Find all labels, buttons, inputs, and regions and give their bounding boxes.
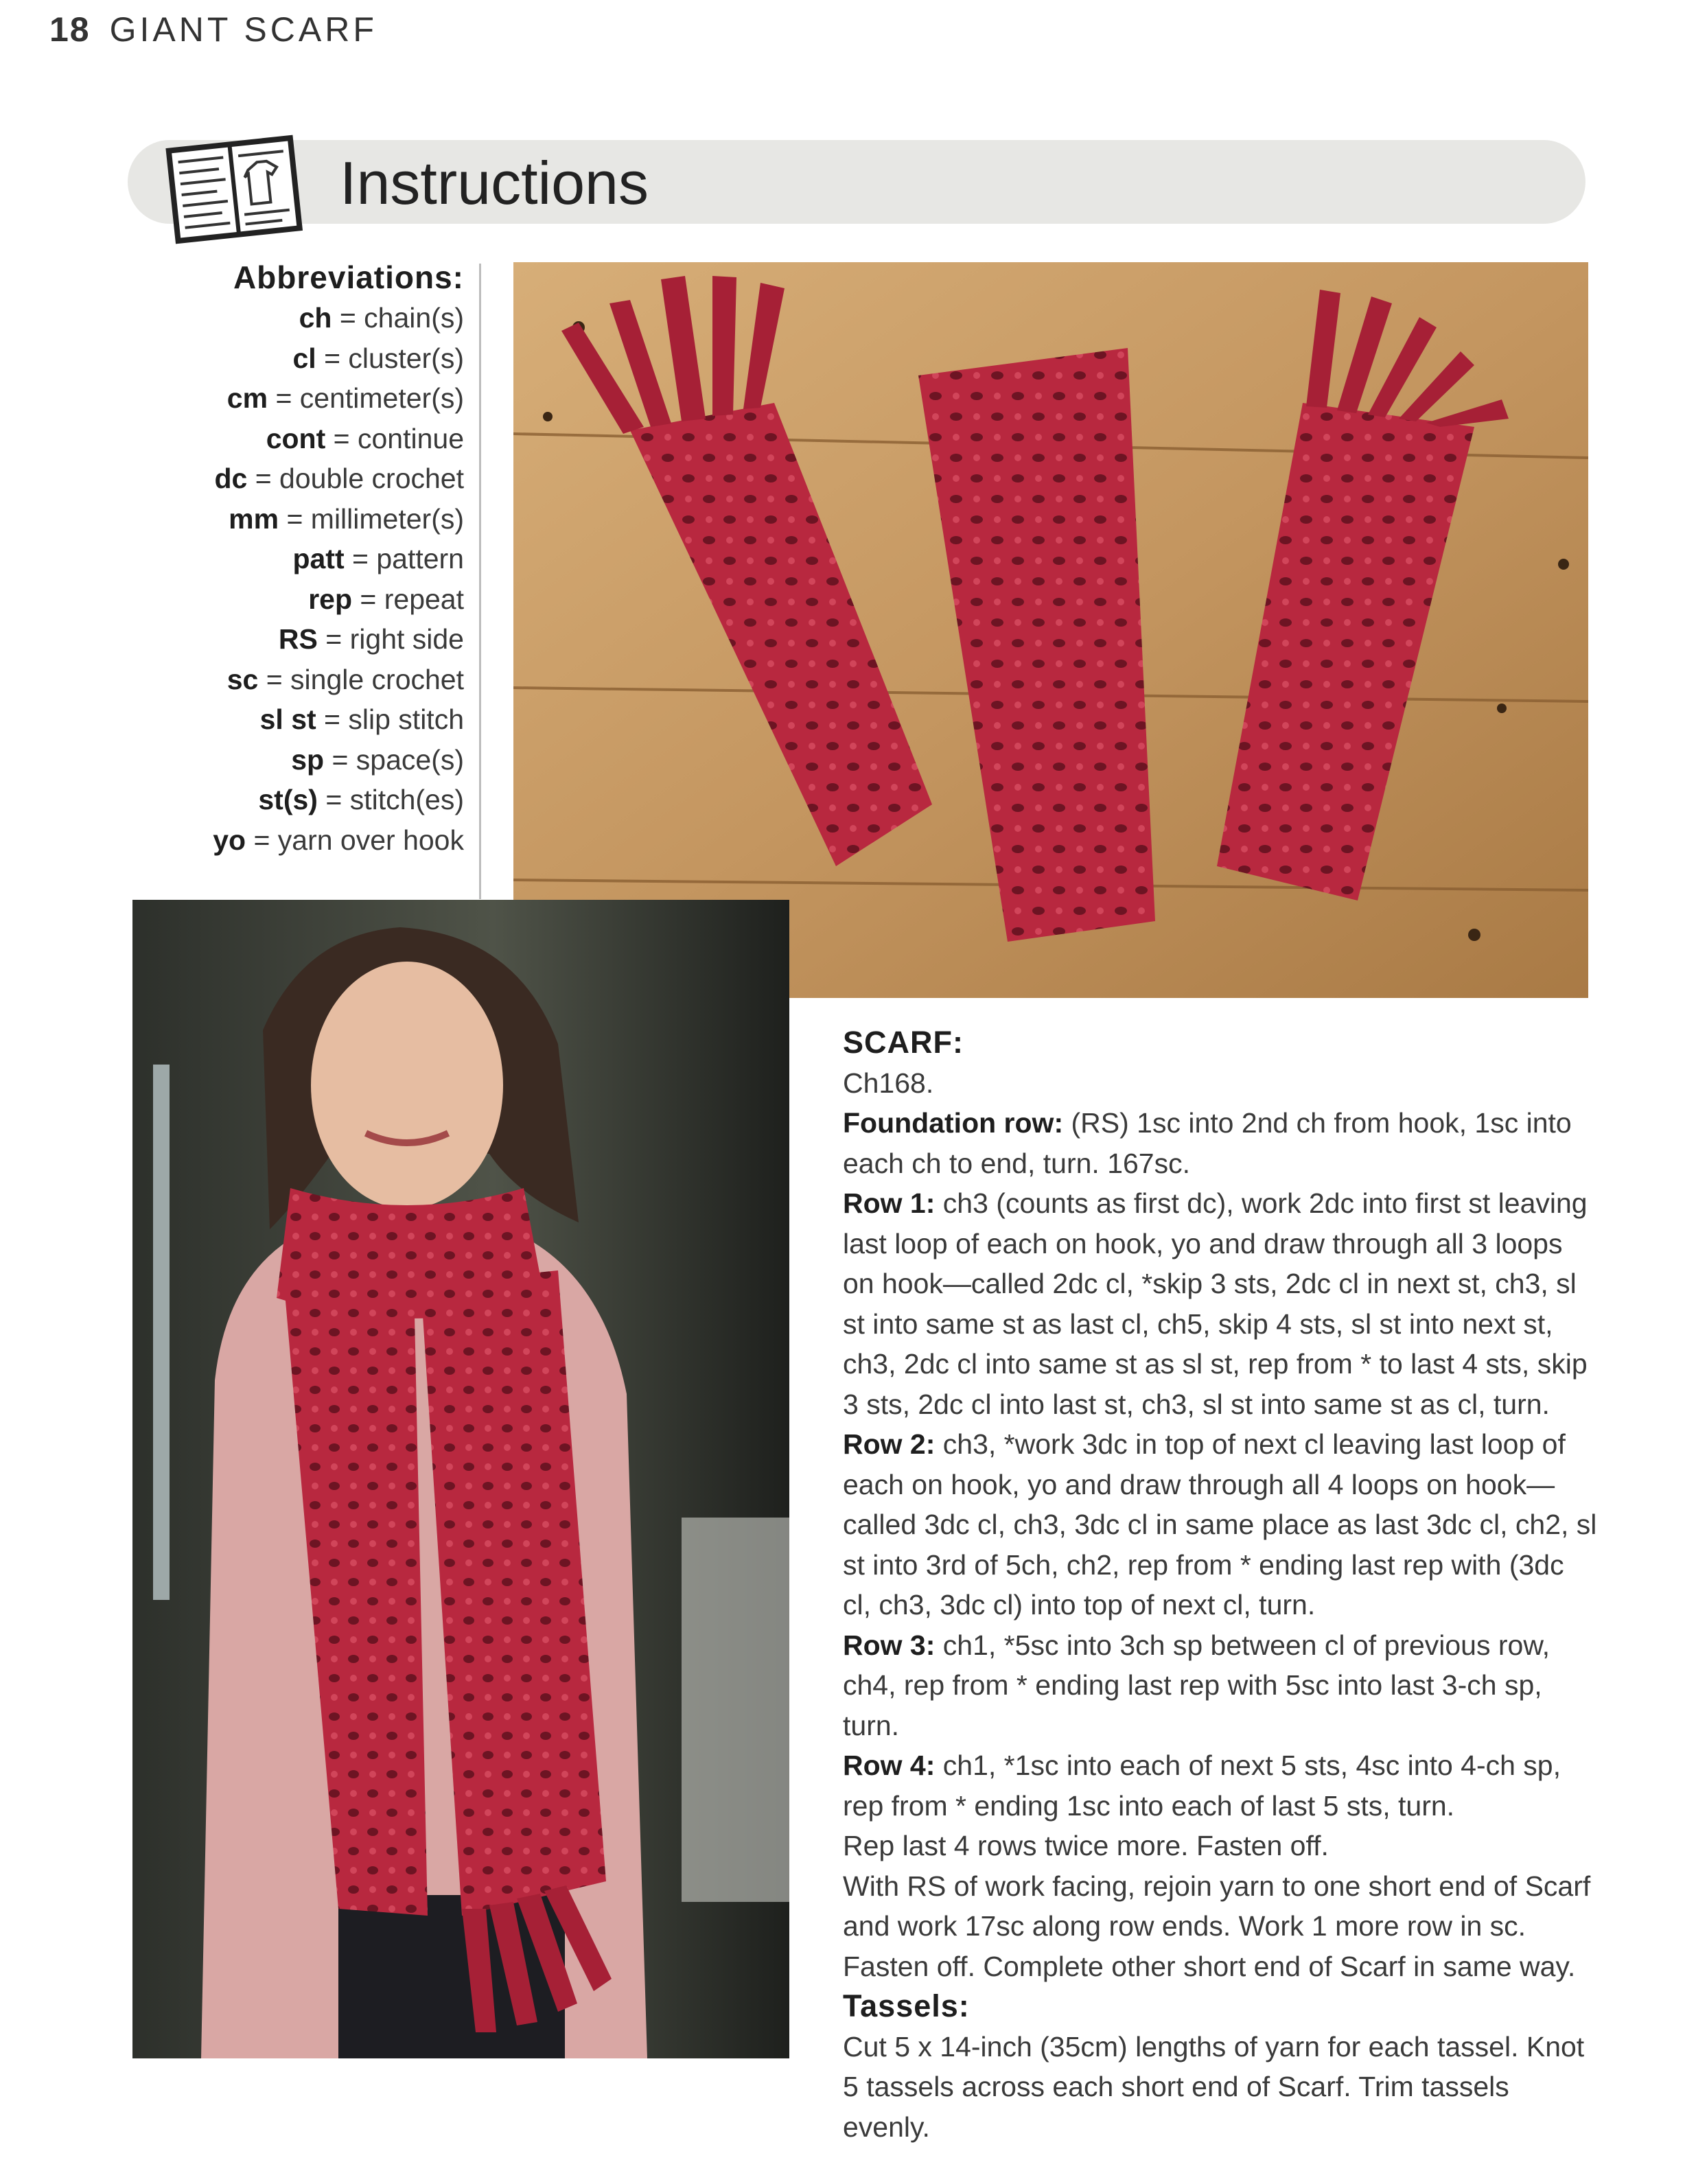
- row-2-text: ch3, *work 3dc in top of next cl leaving last loop of each on hook, yo and draw through all 4 loops on hook—called 3dc cl, ch3, 3dc cl in same place as last 3dc cl, ch2, sl st into 3rd of 5ch, ch2, rep from * ending last rep with (3dc cl, ch3, 3dc cl) into top of next cl, turn.: [843, 1428, 1597, 1620]
- abbreviation-term: rep: [308, 583, 352, 615]
- abbreviation-item: sl st = slip stitch: [259, 704, 464, 735]
- model-wearing-scarf-photo: [132, 900, 789, 2058]
- instruction-book-icon: [162, 129, 306, 247]
- abbreviation-meaning: chain(s): [364, 302, 464, 334]
- row-1-label: Row 1:: [843, 1187, 936, 1219]
- abbreviation-meaning: continue: [357, 422, 464, 454]
- abbreviation-term: cont: [266, 422, 326, 454]
- section-title: GIANT SCARF: [109, 10, 377, 49]
- row-1-text: ch3 (counts as first dc), work 2dc into first st leaving last loop of each on hook, yo and draw through all 3 loops on hook—called 2dc cl, *skip 3 sts, 2dc cl in next st, ch3, sl st into same st as last cl, ch5, skip 4 sts, sl st into next st, ch3, 2dc cl into same st as sl st, rep from * to last 4 sts, skip 3 sts, 2dc cl into last st, ch3, sl st into same st as cl, turn.: [843, 1187, 1588, 1420]
- edge-instruction: With RS of work facing, rejoin yarn to one short end of Scarf and work 17sc along row ends. Work 1 more row in sc. Fasten off. Complete other short end of Scarf in same way.: [843, 1870, 1591, 1982]
- abbreviation-term: RS: [278, 623, 318, 655]
- column-divider: [479, 264, 481, 899]
- abbreviation-term: ch: [299, 302, 332, 334]
- abbreviation-meaning: repeat: [384, 583, 464, 615]
- repeat-instruction: Rep last 4 rows twice more. Fasten off.: [843, 1830, 1329, 1861]
- abbreviation-item: cont = continue: [266, 422, 464, 454]
- row-1: [843, 1183, 1598, 1424]
- abbreviation-item: patt = pattern: [292, 543, 464, 574]
- row-3-text: ch1, *5sc into 3ch sp between cl of previous row, ch4, rep from * ending last rep with 5sc into last 3-ch sp, turn.: [843, 1629, 1550, 1741]
- abbreviation-term: st(s): [258, 784, 318, 815]
- abbreviation-item: st(s) = stitch(es): [258, 784, 464, 815]
- foundation-row: [843, 1103, 1598, 1183]
- row-2-label: Row 2:: [843, 1428, 936, 1460]
- row-4-text: ch1, *1sc into each of next 5 sts, 4sc into 4-ch sp, rep from * ending 1sc into each of last 5 sts, turn.: [843, 1750, 1561, 1822]
- abbreviation-term: mm: [229, 502, 279, 535]
- scarf-pattern-instructions: [843, 1023, 1598, 2147]
- abbreviation-meaning: space(s): [356, 743, 464, 776]
- abbreviation-item: yo = yarn over hook: [213, 824, 464, 856]
- abbreviation-item: mm = millimeter(s): [229, 502, 464, 535]
- abbreviation-term: dc: [214, 463, 248, 494]
- row-3: [843, 1625, 1598, 1746]
- running-head: [49, 10, 377, 49]
- scarf-flat-photo: [513, 262, 1588, 998]
- abbreviation-meaning: pattern: [376, 543, 464, 574]
- abbreviation-term: sl st: [259, 704, 316, 735]
- abbreviation-meaning: yarn over hook: [277, 824, 464, 856]
- abbreviation-meaning: double crochet: [279, 463, 464, 494]
- row-3-label: Row 3:: [843, 1629, 936, 1661]
- foundation-row-text: (RS) 1sc into 2nd ch from hook, 1sc into each ch to end, turn. 167sc.: [843, 1107, 1572, 1179]
- abbreviation-item: rep = repeat: [308, 583, 464, 615]
- abbreviations-heading: Abbreviations:: [233, 259, 464, 295]
- abbreviation-item: dc = double crochet: [214, 463, 464, 494]
- abbreviation-item: sc = single crochet: [226, 663, 464, 695]
- abbreviation-item: sp = space(s): [291, 743, 464, 776]
- abbreviation-meaning: slip stitch: [348, 704, 464, 735]
- abbreviations-list: [103, 257, 464, 860]
- tassels-heading: Tassels:: [843, 1988, 970, 2023]
- abbreviation-meaning: cluster(s): [348, 342, 464, 374]
- page-title: Instructions: [340, 149, 649, 217]
- abbreviation-meaning: right side: [349, 623, 464, 655]
- foundation-row-label: Foundation row:: [843, 1107, 1064, 1139]
- abbreviation-term: cm: [226, 382, 268, 414]
- abbreviation-item: cl = cluster(s): [292, 342, 464, 374]
- page-number: 18: [49, 10, 91, 49]
- abbreviation-meaning: stitch(es): [349, 784, 464, 815]
- abbreviation-meaning: millimeter(s): [310, 502, 464, 535]
- abbreviation-term: sc: [226, 663, 259, 695]
- abbreviation-meaning: centimeter(s): [299, 382, 464, 414]
- tassels-instruction: Cut 5 x 14-inch (35cm) lengths of yarn for each tassel. Knot 5 tassels across each short end of Scarf. Trim tassels evenly.: [843, 2030, 1585, 2143]
- scarf-heading: SCARF:: [843, 1025, 964, 1060]
- row-2: [843, 1424, 1598, 1625]
- abbreviation-term: patt: [292, 543, 345, 574]
- abbreviation-term: yo: [213, 824, 246, 856]
- abbreviation-item: cm = centimeter(s): [226, 382, 464, 414]
- abbreviation-meaning: single crochet: [290, 663, 464, 695]
- abbreviation-term: sp: [291, 743, 325, 776]
- abbreviation-item: ch = chain(s): [299, 302, 464, 334]
- chain-instruction: Ch168.: [843, 1067, 934, 1099]
- abbreviation-item: RS = right side: [278, 623, 464, 655]
- row-4: [843, 1745, 1598, 1826]
- row-4-label: Row 4:: [843, 1750, 936, 1781]
- abbreviation-term: cl: [292, 342, 316, 374]
